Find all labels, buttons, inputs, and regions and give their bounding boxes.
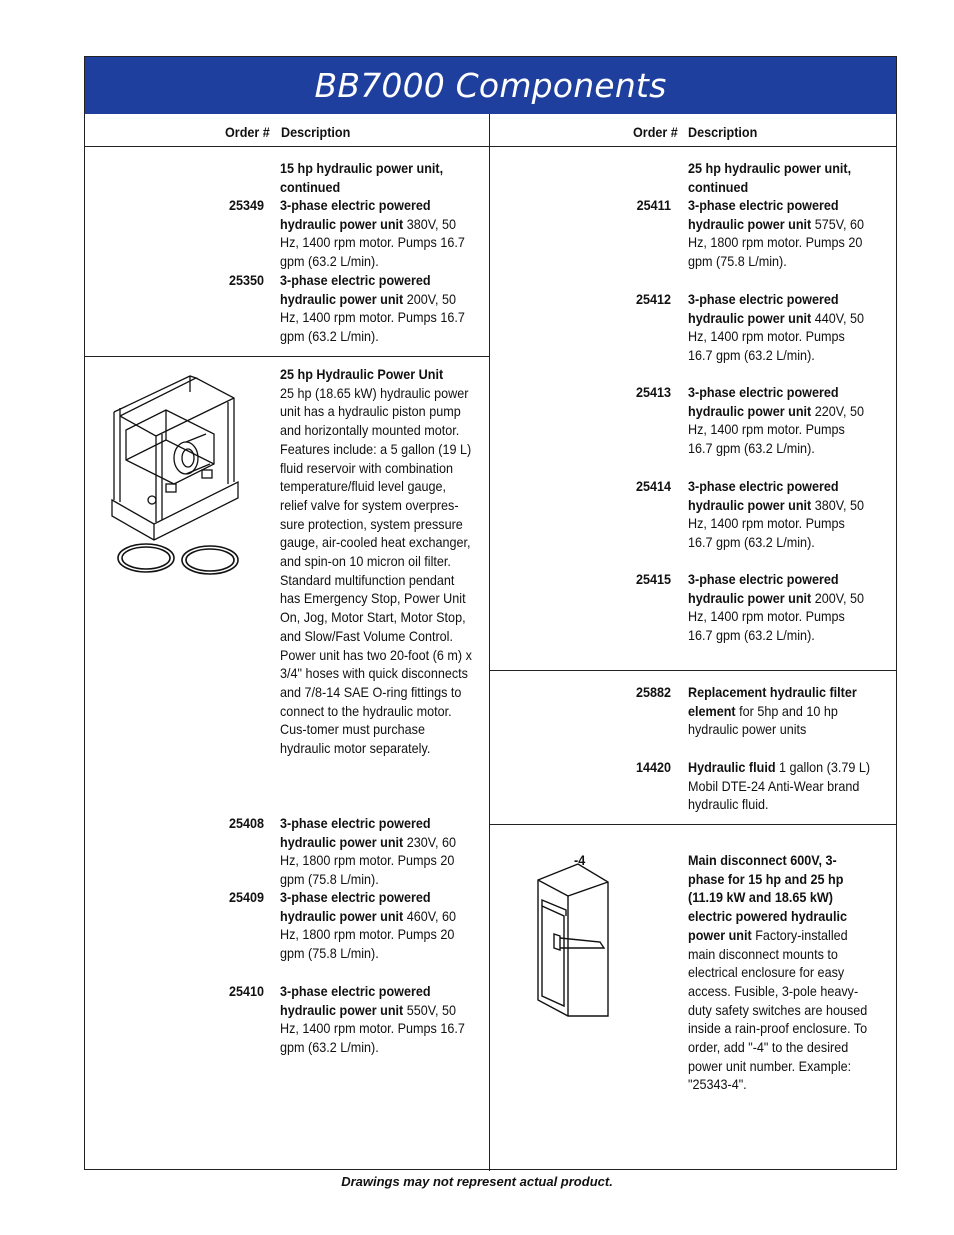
power-unit-illustration — [106, 372, 248, 582]
page-title: BB7000 Components — [314, 66, 667, 105]
order-num: 25408 — [228, 815, 264, 831]
item-description: Hydraulic fluid 1 gallon (3.79 L) Mobil DTE-24 Anti-Wear brand hydraulic fluid. — [688, 759, 871, 813]
order-num: 25415 — [635, 571, 671, 587]
order-num: 25412 — [635, 291, 671, 307]
item-description: Main disconnect 600V, 3-phase for 15 hp and 25 hp (11.19 kW and 18.65 kW) electric powered hydraulic power unit Factory-installed main disconnect mounts to electrical enclosure for easy access. Fusible, 3-pole heavy-duty safety switches are housed inside a rain-proof enclosure. To order, add "-4" to the desired power unit number. Example: "25343-4". — [688, 852, 868, 1093]
heading-15hp-continued: 15 hp hydraulic power unit, continued — [280, 160, 444, 195]
item-description: 3-phase electric powered hydraulic power unit 200V, 50 Hz, 1400 rpm motor. Pumps 16.7 gpm (63.2 L/min). — [280, 272, 465, 345]
right-desc-header: Description — [688, 124, 758, 140]
order-num: 25411 — [636, 197, 671, 213]
item-description: 3-phase electric powered hydraulic power unit 575V, 60 Hz, 1800 rpm motor. Pumps 20 gpm (75.8 L/min). — [688, 197, 865, 270]
heading-25hp-continued: 25 hp hydraulic power unit, continued — [688, 160, 852, 195]
item-description: 3-phase electric powered hydraulic power unit 230V, 60 Hz, 1800 rpm motor. Pumps 20 gpm (75.8 L/min). — [280, 815, 457, 888]
order-num: -4 — [574, 852, 586, 868]
left-desc-header: Description — [281, 124, 351, 140]
left-order-header: Order # — [225, 124, 270, 140]
order-num: 25414 — [635, 478, 671, 494]
item-description: 3-phase electric powered hydraulic power unit 460V, 60 Hz, 1800 rpm motor. Pumps 20 gpm (75.8 L/min). — [280, 889, 457, 962]
header-rule — [85, 146, 896, 147]
item-description: 3-phase electric powered hydraulic power unit 550V, 50 Hz, 1400 rpm motor. Pumps 16.7 gpm (63.2 L/min). — [280, 983, 465, 1056]
right-block-rule-1 — [490, 670, 896, 671]
title-banner — [85, 57, 896, 114]
left-block-rule — [85, 356, 489, 357]
item-description: 3-phase electric powered hydraulic power unit 200V, 50 Hz, 1400 rpm motor. Pumps 16.7 gpm (63.2 L/min). — [688, 571, 865, 644]
order-num: 25410 — [228, 983, 264, 999]
order-num: 25882 — [635, 684, 671, 700]
order-num: 25350 — [228, 272, 264, 288]
power-unit-25hp-description: 25 hp Hydraulic Power Unit 25 hp (18.65 kW) hydraulic power unit has a hydraulic piston pump and horizontally mounted motor. Features include: a 5 gallon (19 L) fluid reservoir with combination temperature/fluid level gauge, relief valve for system overpres-sure protection, system pressure gauge, air-cooled heat exchanger, and spin-on 10 micron oil filter. Standard multifunction pendant has Emergency Stop, Power Unit On, Jog, Motor Start, Motor Stop, and Slow/Fast Volume Control. Power unit has two 20-foot (6 m) x 3/4" hoses with quick disconnects and 7/8-14 SAE O-ring fittings to connect to the hydraulic motor. Cus-tomer must purchase hydraulic motor separately. — [280, 366, 472, 757]
order-num: 25409 — [228, 889, 264, 905]
column-divider — [489, 114, 490, 1171]
item-description: 3-phase electric powered hydraulic power unit 380V, 50 Hz, 1400 rpm motor. Pumps 16.7 gpm (63.2 L/min). — [688, 478, 865, 551]
main-disconnect-illustration — [532, 860, 614, 1020]
order-num: 14420 — [635, 759, 671, 775]
footer-note: Drawings may not represent actual product. — [341, 1174, 613, 1189]
order-num: 25413 — [635, 384, 671, 400]
order-num: 25349 — [228, 197, 264, 213]
item-description: 3-phase electric powered hydraulic power unit 380V, 50 Hz, 1400 rpm motor. Pumps 16.7 gpm (63.2 L/min). — [280, 197, 465, 270]
right-order-header: Order # — [633, 124, 678, 140]
item-description: 3-phase electric powered hydraulic power unit 220V, 50 Hz, 1400 rpm motor. Pumps 16.7 gpm (63.2 L/min). — [688, 384, 865, 457]
item-description: 3-phase electric powered hydraulic power unit 440V, 50 Hz, 1400 rpm motor. Pumps 16.7 gpm (63.2 L/min). — [688, 291, 865, 364]
item-description: Replacement hydraulic filter element for 5hp and 10 hp hydraulic power units — [688, 684, 857, 738]
right-block-rule-2 — [490, 824, 896, 825]
